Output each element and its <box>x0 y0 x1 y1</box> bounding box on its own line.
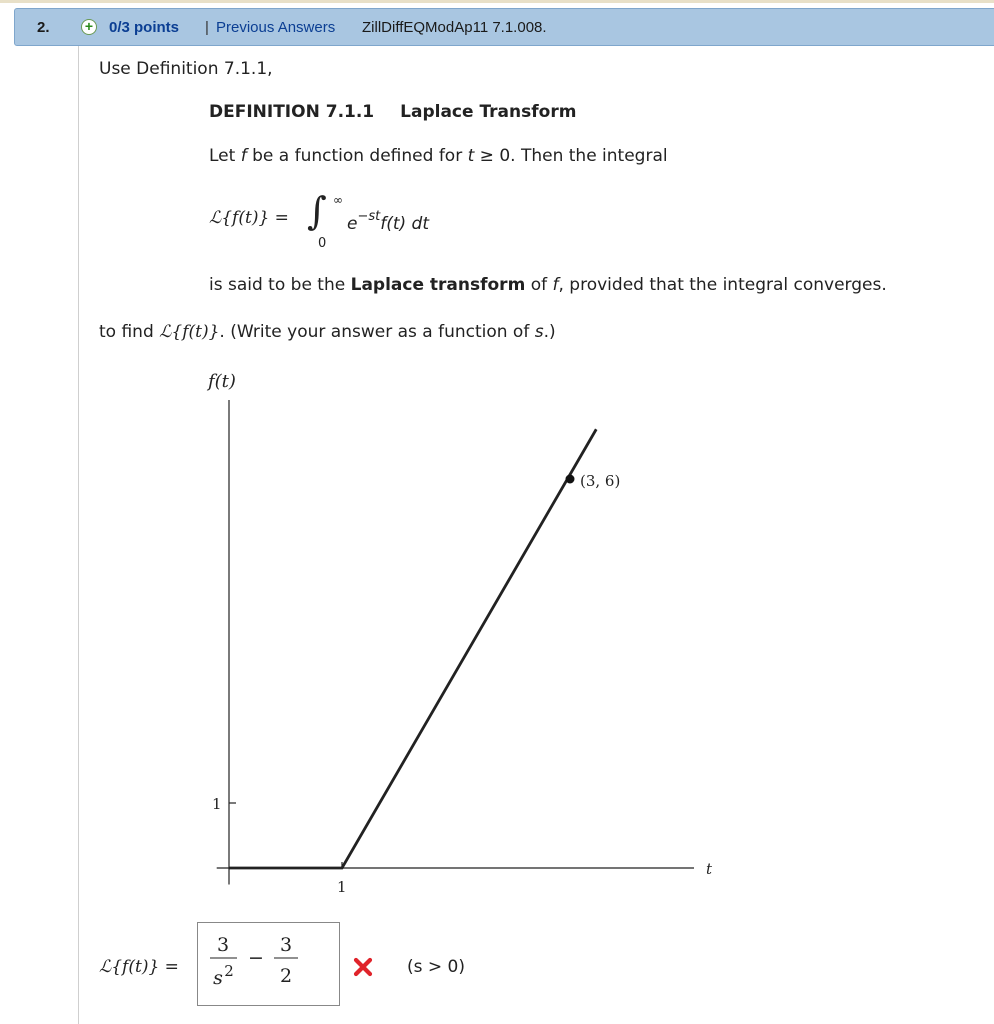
let-suffix: ≥ 0. Then the integral <box>474 146 668 166</box>
answer-input-box[interactable] <box>197 922 340 1006</box>
point-3-6 <box>566 475 575 484</box>
frac1-denominator: s <box>213 967 223 989</box>
function-line <box>229 429 596 868</box>
problem-code: ZillDiffEQModAp11 7.1.008. <box>362 19 547 36</box>
intro-text: Use Definition 7.1.1, <box>99 59 273 79</box>
points-link[interactable]: 0/3 points <box>109 19 180 36</box>
task-prefix: to find <box>99 322 160 342</box>
integrand-e: e <box>347 214 358 234</box>
previous-answers-link[interactable]: Previous Answers <box>216 19 336 36</box>
said-f: f <box>552 275 559 295</box>
integral-upper-limit: ∞ <box>333 193 343 207</box>
let-mid: be a function defined for <box>246 146 468 166</box>
integral-lower-limit: 0 <box>318 236 327 251</box>
task-s: s <box>534 322 544 342</box>
minus-sign: − <box>248 947 264 969</box>
answer-lhs: ℒ{f(t)} = <box>99 957 179 977</box>
y-axis-label: f(t) <box>208 371 236 392</box>
said-bold: Laplace transform <box>350 275 526 295</box>
integrand-exponent: −st <box>357 209 381 224</box>
let-f: f <box>240 146 247 166</box>
incorrect-x-icon <box>353 957 373 977</box>
frac1-numerator: 3 <box>216 934 230 956</box>
domain-condition: (s > 0) <box>407 957 465 977</box>
definition-number: DEFINITION 7.1.1 <box>209 102 375 122</box>
question-number: 2. <box>37 19 50 36</box>
definition-name: Laplace Transform <box>400 102 577 122</box>
answer-expression <box>198 923 341 1007</box>
task-mid: . (Write your answer as a function of <box>219 322 535 342</box>
let-prefix: Let <box>209 146 241 166</box>
task-laplace: ℒ{f(t)} <box>159 322 220 342</box>
frac1-exponent: 2 <box>224 962 234 980</box>
said-mid: of <box>525 275 553 295</box>
task-suffix: .) <box>543 322 556 342</box>
y-tick-label-1: 1 <box>212 795 222 813</box>
integral-symbol: ∫ <box>307 189 327 233</box>
x-tick-label-1: 1 <box>337 878 347 896</box>
frac2-numerator: 3 <box>279 934 293 956</box>
formula-lhs: ℒ{f(t)} = <box>209 208 289 228</box>
integrand-rest: f(t) dt <box>380 214 430 234</box>
plus-icon[interactable]: + <box>81 19 97 35</box>
frac2-denominator: 2 <box>279 965 293 987</box>
let-t: t <box>467 146 475 166</box>
x-axis-label: t <box>706 860 713 878</box>
said-suffix: , provided that the integral converges. <box>558 275 887 295</box>
said-prefix: is said to be the <box>209 275 351 295</box>
point-label-3-6: (3, 6) <box>580 472 621 490</box>
header-separator: | <box>205 19 209 36</box>
